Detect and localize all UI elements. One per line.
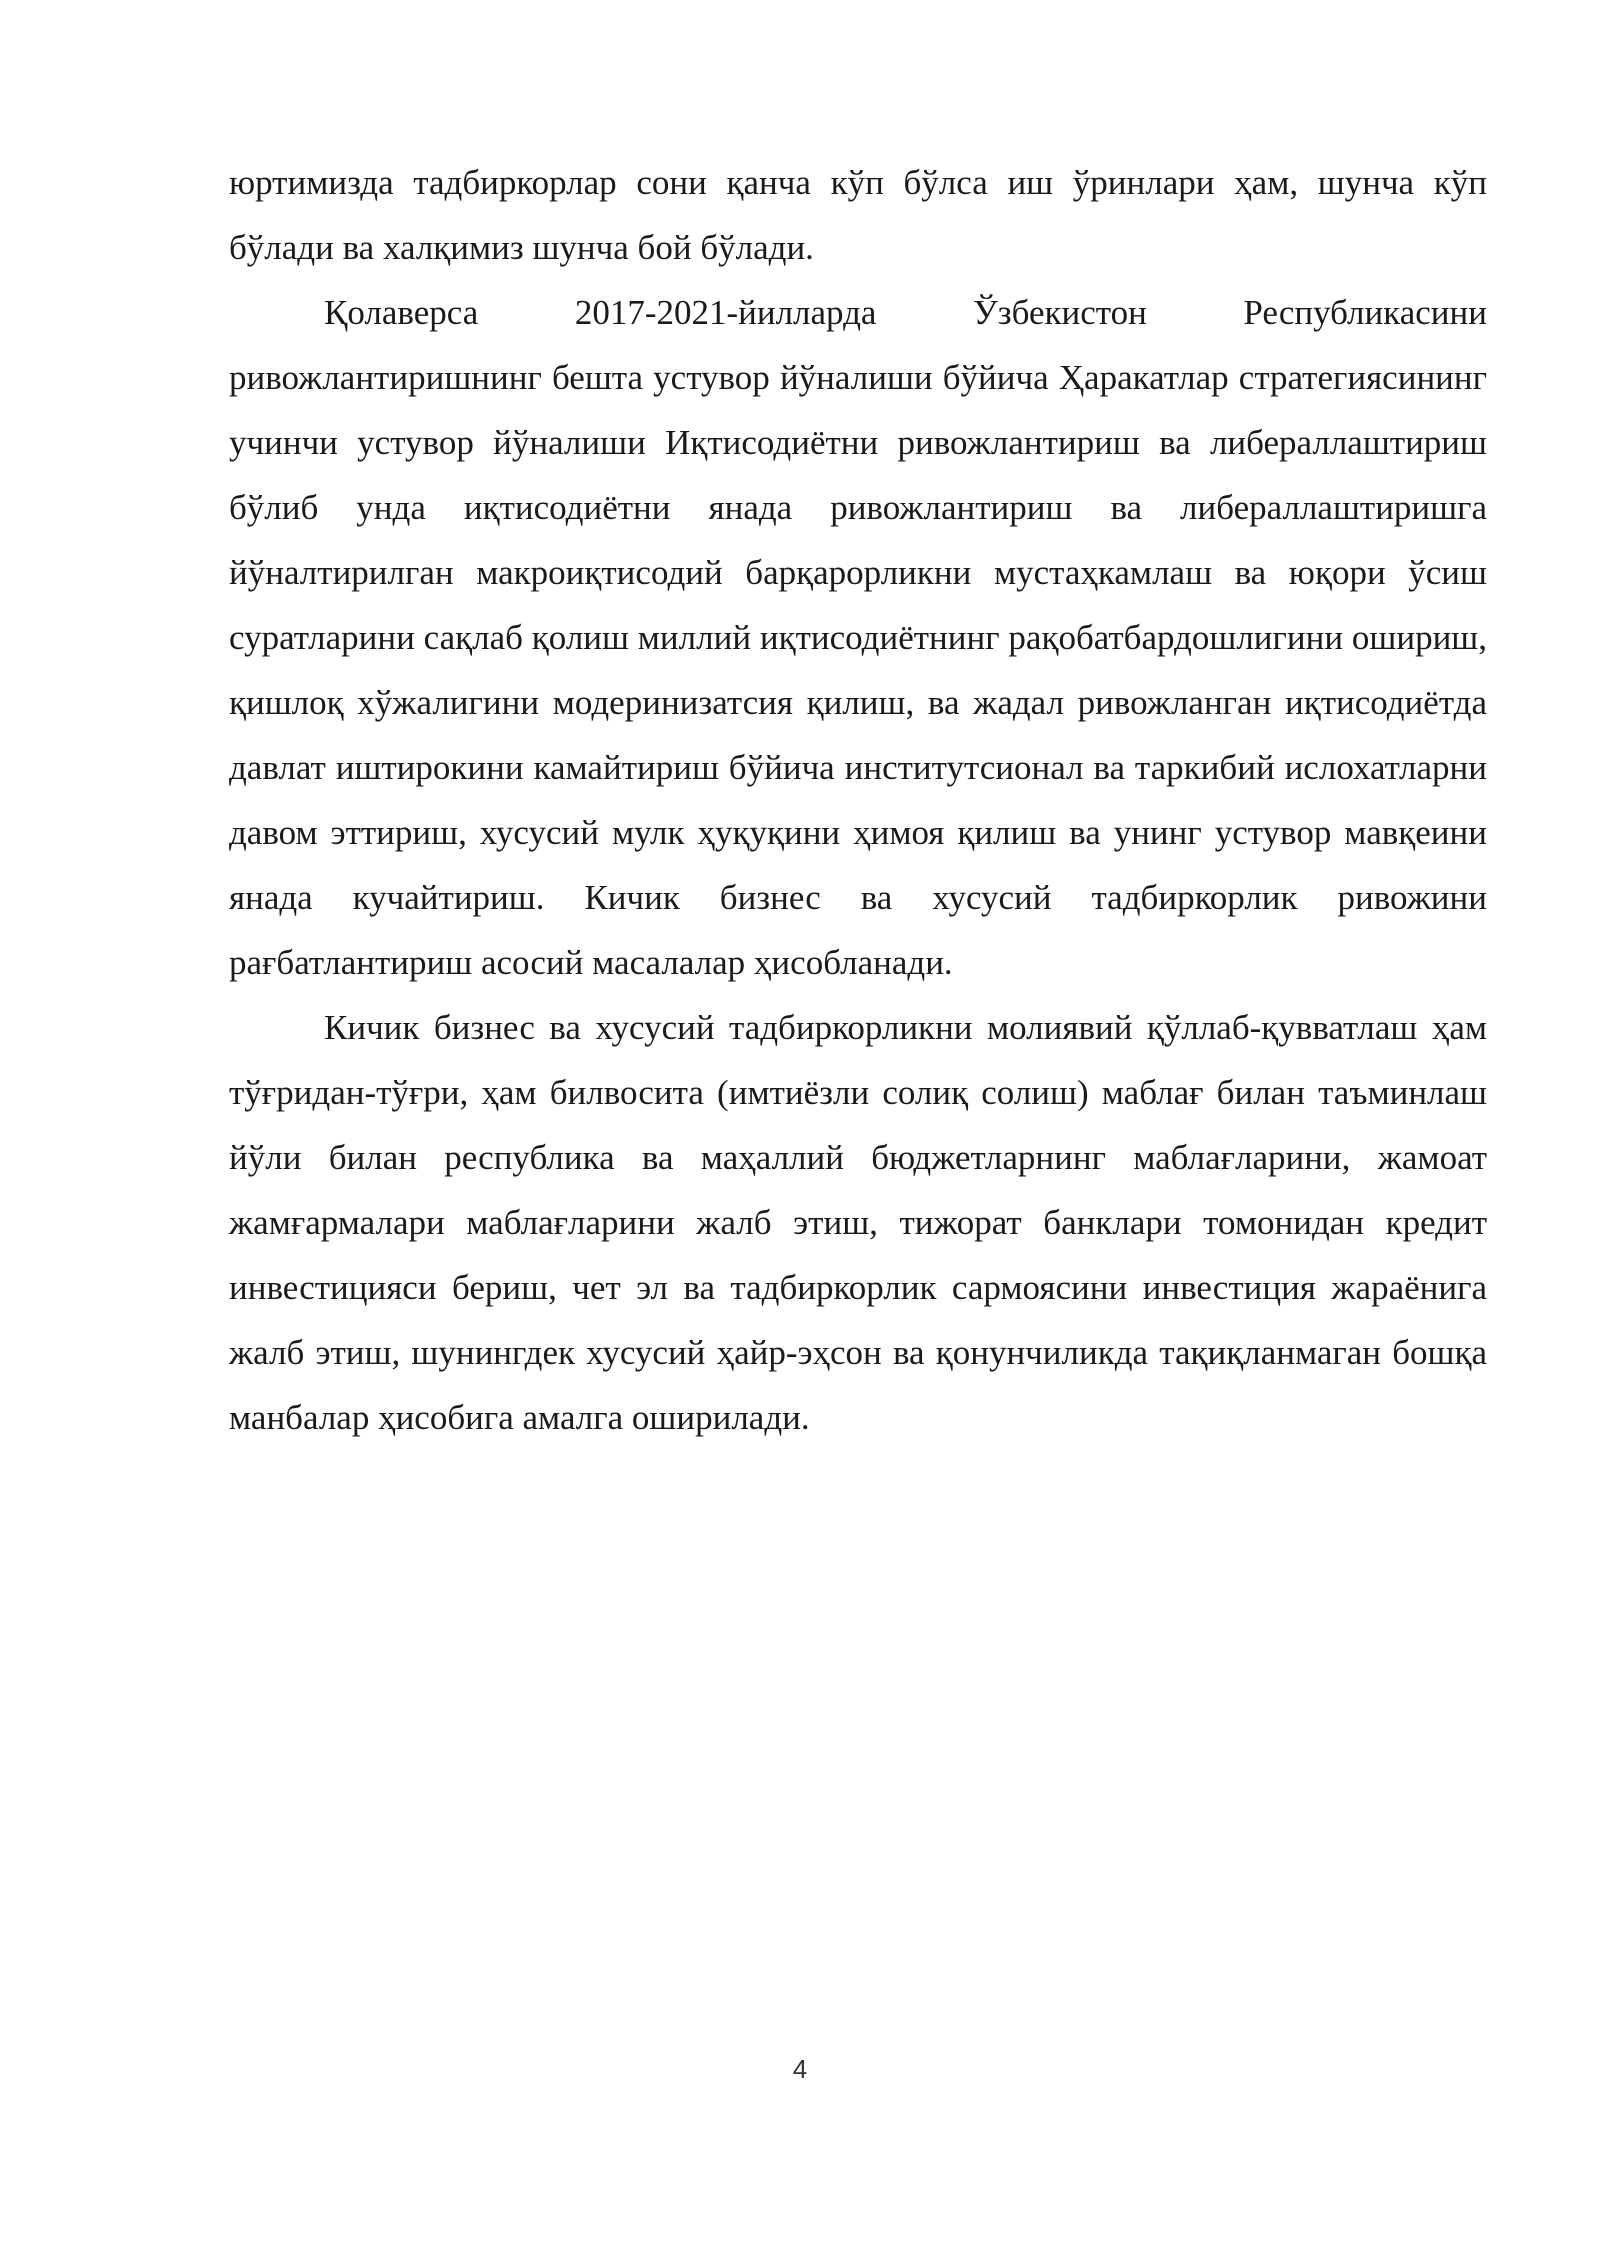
- paragraph-financial-support: Кичик бизнес ва хусусий тадбиркорликни молиявий қўллаб-қувватлаш ҳам тўғридан-тўғри, ҳам билвосита (имтиёзли солиқ солиш) маблағ билан таъминлаш йўли билан республика ва маҳаллий бюджетларнинг маблағларини, жамоат жамғармалари маблағларини жалб этиш, тижорат банклари томонидан кредит инвестицияси бериш, чет эл ва тадбиркорлик сармоясини инвестиция жараёнига жалб этиш, шунингдек хусусий ҳайр-эҳсон ва қонунчиликда тақиқланмаган бошқа манбалар ҳисобига амалга оширилади.: [229, 1008, 1487, 1437]
- page-number: 4: [792, 2054, 808, 2084]
- paragraph-continuation: юртимизда тадбиркорлар сони қанча кўп бўлса иш ўринлари ҳам, шунча кўп бўлади ва халқимиз шунча бой бўлади.: [229, 163, 1487, 267]
- paragraph-action-strategy: Қолаверса 2017-2021-йилларда Ўзбекистон Республикасини ривожлантиришнинг бешта устувор йўналиши бўйича Ҳаракатлар стратегиясининг учинчи устувор йўналиши Иқтисодиётни ривожлантириш ва либераллаштириш бўлиб унда иқтисодиётни янада ривожлантириш ва либераллаштиришга йўналтирилган макроиқтисодий барқарорликни мустаҳкамлаш ва юқори ўсиш суратларини сақлаб қолиш миллий иқтисодиётнинг рақобатбардошлигини ошириш, қишлоқ хўжалигини модеринизатсия қилиш, ва жадал ривожланган иқтисодиётда давлат иштирокини камайтириш бўйича институтсионал ва таркибий ислохатларни давом эттириш, хусусий мулк ҳуқуқини ҳимоя қилиш ва унинг устувор мавқеини янада кучайтириш. Кичик бизнес ва хусусий тадбиркорлик ривожини рағбатлантириш асосий масалалар ҳисобланади.: [229, 293, 1487, 982]
- body-text: [229, 150, 1487, 1450]
